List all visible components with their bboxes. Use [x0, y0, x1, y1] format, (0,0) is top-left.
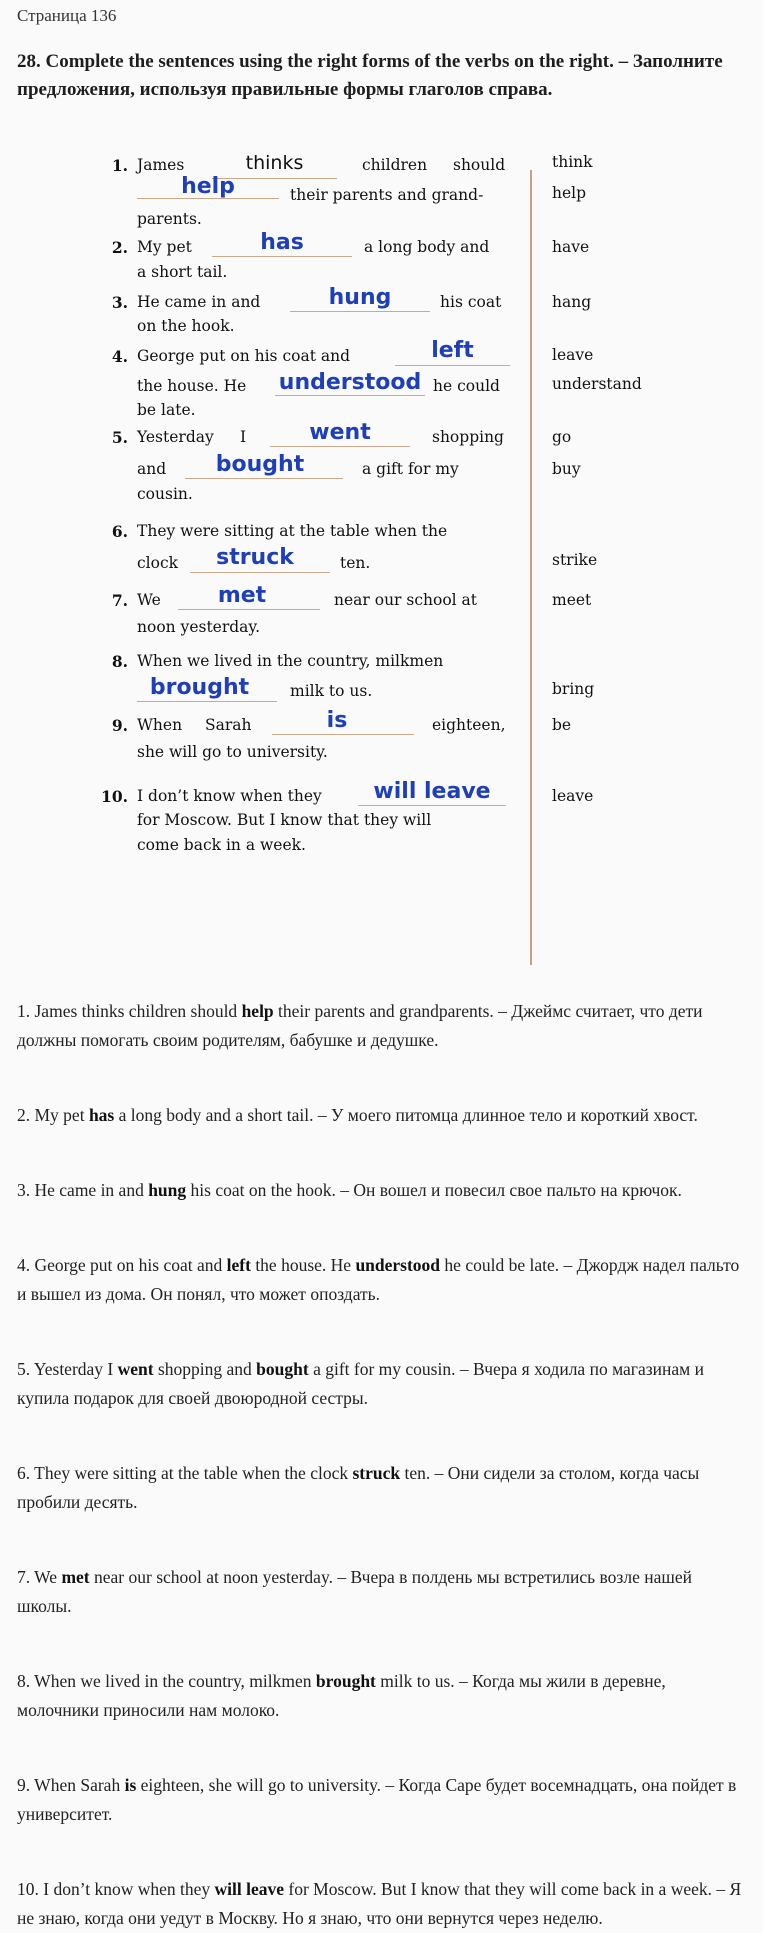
answer-blank [270, 446, 410, 447]
item-number: 3. [111, 293, 128, 312]
line-text: noon yesterday. [137, 618, 261, 636]
line-text: for Moscow. But I know that they will [137, 811, 432, 829]
line-text: I don’t know when they [137, 787, 322, 805]
line-text: his coat [440, 293, 502, 311]
item-number: 9. [111, 716, 128, 735]
item-number: 8. [111, 652, 128, 671]
line-text: children [362, 156, 428, 174]
page-label: Страница 136 [17, 6, 117, 25]
line-text: come back in a week. [137, 836, 306, 854]
line-text: she will go to university. [137, 743, 328, 761]
verb-bring: bring [552, 680, 595, 698]
answer-help: help [181, 174, 235, 199]
line-text: I [240, 428, 247, 446]
answer-paragraph: 7. We met near our school at noon yesterday. – Вчера в полдень мы встретились возле нашей школы. [17, 1567, 692, 1616]
verb-be: be [552, 716, 572, 734]
line-text: on the hook. [137, 317, 235, 335]
answer-blank [137, 701, 277, 702]
answer-blank [272, 734, 414, 735]
answer-understood: understood [278, 370, 422, 395]
answer-left: left [431, 338, 474, 363]
verb-have: have [552, 238, 590, 256]
answer-will-leave: will leave [373, 779, 491, 804]
line-text: My pet [137, 238, 192, 256]
column-divider [530, 170, 532, 965]
answer-brought: brought [149, 675, 250, 700]
verb-leave-2: leave [552, 787, 594, 805]
item-number: 5. [111, 428, 128, 447]
answer-paragraph: 5. Yesterday I went shopping and bought a gift for my cousin. – Вчера я ходила по магазинам и купила подарок для своей двоюродной сестры. [17, 1359, 704, 1408]
answer-is: is [326, 708, 348, 733]
answer-met: met [217, 583, 267, 608]
verb-buy: buy [552, 460, 581, 478]
verb-leave: leave [552, 346, 594, 364]
exercise-scan [0, 152, 763, 980]
answer-blank [185, 478, 343, 479]
line-text: the house. He [137, 377, 247, 395]
item-number: 1. [111, 156, 128, 175]
verb-go: go [552, 428, 572, 446]
answer-paragraph: 8. When we lived in the country, milkmen brought milk to us. – Когда мы жили в деревне, молочники приносили нам молоко. [17, 1671, 666, 1720]
answer-blank [190, 572, 330, 573]
item-number: 2. [111, 238, 128, 257]
answer-struck: struck [216, 545, 294, 570]
answer-thinks: thinks [245, 152, 304, 174]
line-text: eighteen, [432, 716, 506, 734]
line-text: a short tail. [137, 263, 228, 281]
line-text: Sarah [205, 716, 252, 734]
item-number: 7. [111, 591, 128, 610]
verb-hang: hang [552, 293, 592, 311]
line-text: cousin. [137, 485, 193, 503]
line-text: near our school at [334, 591, 478, 609]
verb-help: help [552, 184, 587, 202]
line-text: a long body and [364, 238, 490, 256]
line-text: clock [137, 554, 179, 572]
answer-has: has [260, 230, 304, 255]
answer-blank [290, 311, 430, 312]
line-text: should [453, 156, 506, 174]
verb-meet: meet [552, 591, 592, 609]
answer-blank [358, 805, 506, 806]
line-text: and [137, 460, 167, 478]
item-number: 10. [101, 787, 128, 806]
line-text: When we lived in the country, milkmen [137, 652, 444, 670]
line-text: their parents and grand- [290, 186, 484, 204]
answers-list [17, 997, 745, 1933]
answer-bought: bought [215, 452, 305, 477]
line-text: milk to us. [290, 682, 373, 700]
line-text: George put on his coat and [137, 347, 350, 365]
item-number: 4. [111, 347, 128, 366]
answer-hung: hung [328, 285, 392, 310]
line-text: a gift for my [362, 460, 459, 478]
verb-strike: strike [552, 551, 598, 569]
answer-blank [395, 365, 510, 366]
line-text: When [137, 716, 183, 734]
line-text: He came in and [137, 293, 261, 311]
line-text: he could [433, 377, 500, 395]
task-title: 28. Complete the sentences using the right forms of the verbs on the right. – Заполните предложения, используя правильные формы глаголов справа. [17, 51, 723, 100]
answer-paragraph: 4. George put on his coat and left the house. He understood he could be late. – Джордж надел пальто и вышел из дома. Он понял, что может опоздать. [17, 1255, 740, 1304]
answer-paragraph: 1. James thinks children should help their parents and grandparents. – Джеймс считает, что дети должны помогать своим родителям, бабушке и дедушке. [17, 1001, 703, 1050]
line-text: Yesterday [137, 428, 214, 446]
answer-blank [178, 609, 320, 610]
answer-blank [212, 256, 352, 257]
line-text: James [137, 156, 185, 174]
line-text: ten. [340, 554, 371, 572]
line-text: parents. [137, 210, 202, 228]
line-text: They were sitting at the table when the [137, 522, 448, 540]
answer-went: went [309, 420, 371, 445]
line-text: be late. [137, 401, 196, 419]
answer-paragraph: 2. My pet has a long body and a short tail. – У моего питомца длинное тело и короткий хвост. [17, 1105, 698, 1125]
item-number: 6. [111, 522, 128, 541]
answer-paragraph: 3. He came in and hung his coat on the hook. – Он вошел и повесил свое пальто на крючок. [17, 1180, 682, 1200]
verb-think: think [552, 153, 593, 171]
verb-understand: understand [552, 375, 642, 393]
answer-paragraph: 9. When Sarah is eighteen, she will go to university. – Когда Саре будет восемнадцать, она пойдет в университет. [17, 1775, 737, 1824]
line-text: shopping [432, 428, 504, 446]
line-text: We [137, 591, 161, 609]
answer-paragraph: 10. I don’t know when they will leave for Moscow. But I know that they will come back in a week. – Я не знаю, когда они уедут в Москву. Но я знаю, что они вернутся через неделю. [17, 1879, 742, 1928]
answer-paragraph: 6. They were sitting at the table when the clock struck ten. – Они сидели за столом, когда часы пробили десять. [17, 1463, 700, 1512]
